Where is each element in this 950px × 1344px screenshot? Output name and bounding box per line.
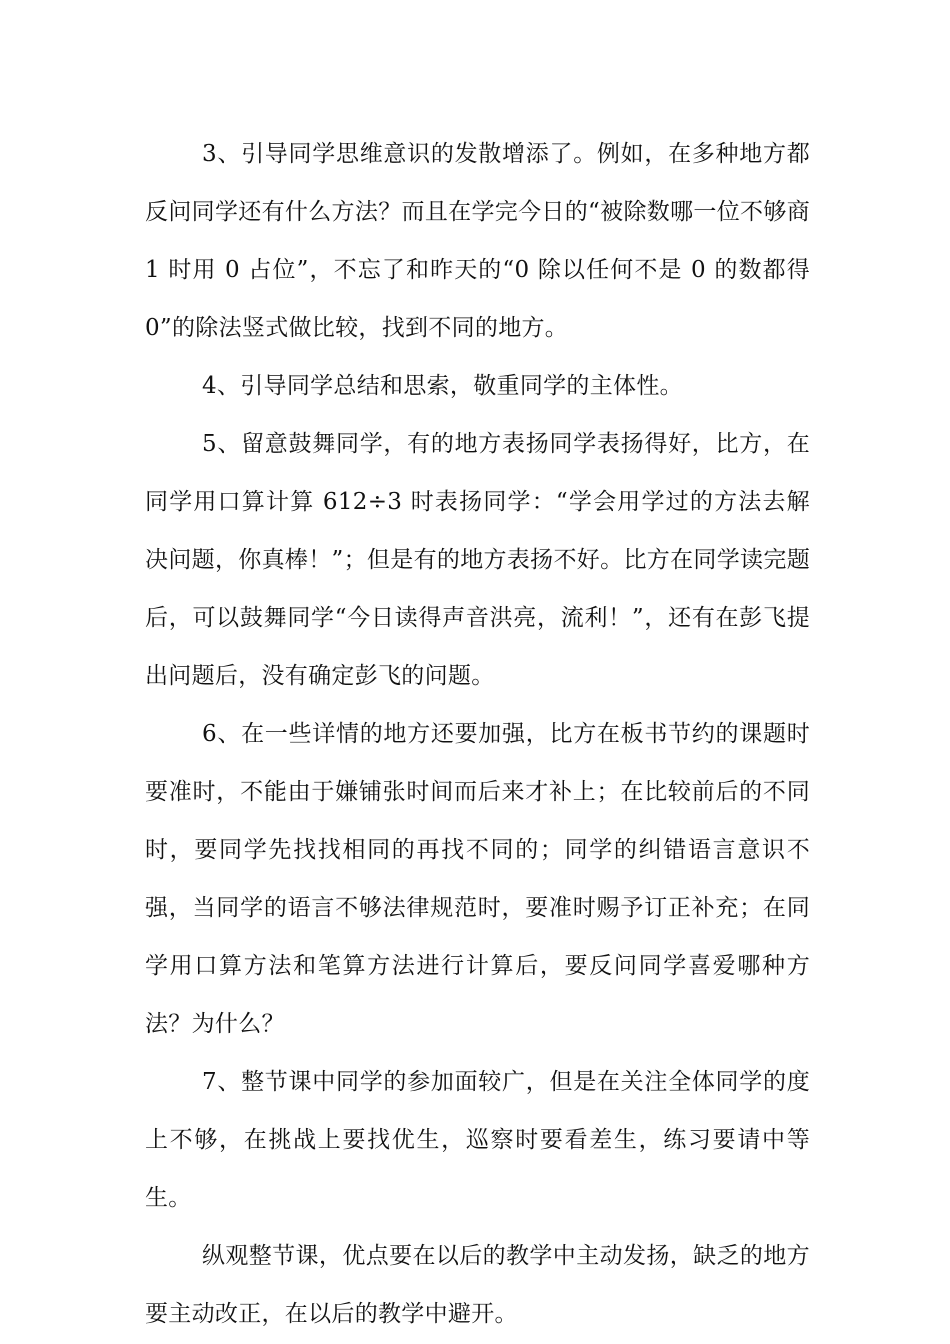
paragraph-item-5: 5、留意鼓舞同学，有的地方表扬同学表扬得好，比方，在同学用口算计算 612÷3 时表扬同学：“学会用学过的方法去解决问题，你真棒！”；但是有的地方表扬不好。比方在同学读完题后，可以鼓舞同学“今日读得声音洪亮，流利！”，还有在彭飞提出问题后，没有确定彭飞的问题。 bbox=[145, 431, 810, 689]
paragraph-item-6: 6、在一些详情的地方还要加强，比方在板书节约的课题时要准时，不能由于嫌铺张时间而后来才补上；在比较前后的不同时，要同学先找找相同的再找不同的；同学的纠错语言意识不强，当同学的语言不够法律规范时，要准时赐予订正补充；在同学用口算方法和笔算方法进行计算后，要反问同学喜爱哪种方法？为什么？ bbox=[145, 721, 810, 1037]
document-body bbox=[145, 125, 810, 1343]
paragraph-item-3: 3、引导同学思维意识的发散增添了。例如，在多种地方都反问同学还有什么方法？而且在学完今日的“被除数哪一位不够商 1 时用 0 占位”，不忘了和昨天的“0 除以任何不是 0 的数都得 0”的除法竖式做比较，找到不同的地方。 bbox=[145, 141, 810, 341]
paragraph-item-7: 7、整节课中同学的参加面较广，但是在关注全体同学的度上不够，在挑战上要找优生，巡察时要看差生，练习要请中等生。 bbox=[145, 1069, 810, 1211]
paragraph-summary: 纵观整节课，优点要在以后的教学中主动发扬，缺乏的地方要主动改正，在以后的教学中避开。 bbox=[145, 1243, 810, 1327]
paragraph-item-4: 4、引导同学总结和思索，敬重同学的主体性。 bbox=[202, 373, 683, 399]
